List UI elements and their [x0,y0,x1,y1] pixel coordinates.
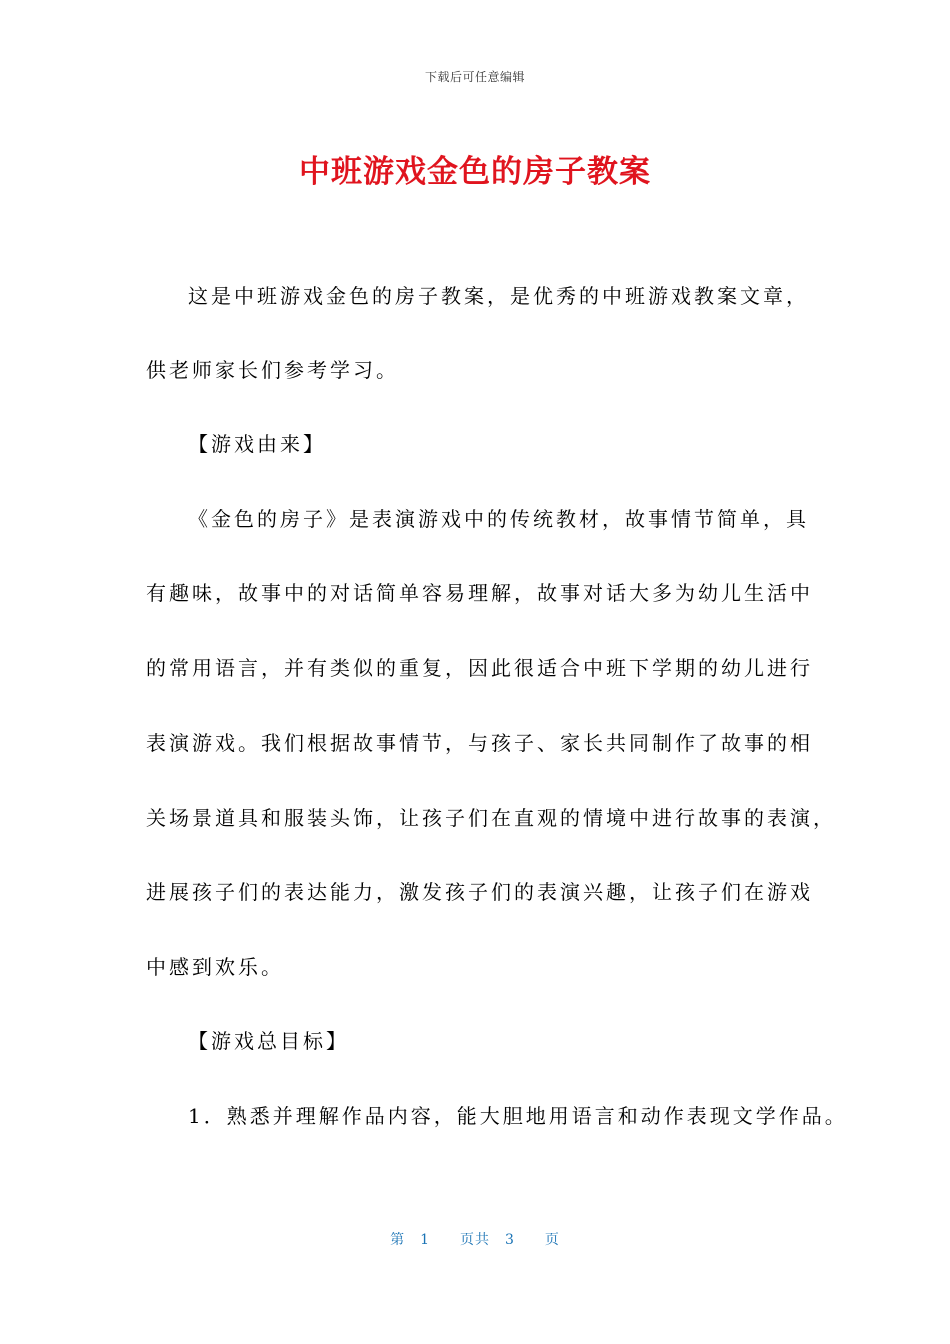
paragraph-line: 的常用语言，并有类似的重复，因此很适合中班下学期的幼儿进行 [146,656,813,680]
document-title: 中班游戏金色的房子教案 [299,154,651,190]
paragraph-line: 供老师家长们参考学习。 [146,358,399,382]
paragraph-line: 中感到欢乐。 [146,955,284,979]
header-note: 下载后可任意编辑 [424,70,525,84]
list-item: 1．熟悉并理解作品内容，能大胆地用语言和动作表现文学作品。 [188,1104,848,1128]
page-number: 第 1 页共 3 页 [390,1232,560,1248]
paragraph-line: 这是中班游戏金色的房子教案，是优秀的中班游戏教案文章， [188,284,809,308]
paragraph-line: 《金色的房子》是表演游戏中的传统教材，故事情节简单，具 [188,507,809,531]
paragraph-line: 关场景道具和服装头饰，让孩子们在直观的情境中进行故事的表演， [146,806,836,830]
section-heading: 【游戏总目标】 [188,1029,349,1053]
paragraph-line: 有趣味，故事中的对话简单容易理解，故事对话大多为幼儿生活中 [146,581,813,605]
paragraph-line: 表演游戏。我们根据故事情节，与孩子、家长共同制作了故事的相 [146,731,813,755]
section-heading: 【游戏由来】 [188,432,326,456]
paragraph-line: 进展孩子们的表达能力，激发孩子们的表演兴趣，让孩子们在游戏 [146,880,813,904]
